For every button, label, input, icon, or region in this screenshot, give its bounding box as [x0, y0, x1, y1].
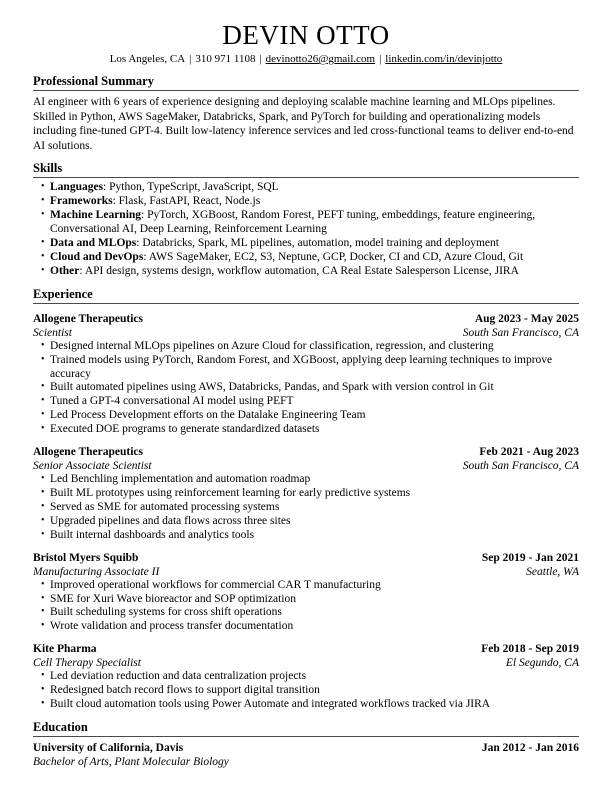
job-bullet: • Tuned a GPT-4 conversational AI model using PEFT — [33, 395, 579, 409]
job-title: Manufacturing Associate II — [33, 565, 160, 578]
skill-text: : PyTorch, XGBoost, Random Forest, PEFT tuning, embeddings, feature engineering, Conversational AI, Deep Learning, Reinforcement Learning — [50, 209, 536, 236]
job-bullet: • Led deviation reduction and data centralization projects — [33, 670, 579, 684]
contact-phone: 310 971 1108 — [195, 53, 256, 65]
job-company: Allogene Therapeutics — [33, 446, 143, 459]
job-bullet: • Trained models using PyTorch, Random Forest, and XGBoost, applying deep learning techniques to improve accuracy — [33, 354, 579, 382]
job-header-row — [33, 445, 579, 459]
contact-separator: | — [379, 53, 382, 65]
skill-text: : Databricks, Spark, ML pipelines, automation, model training and deployment — [136, 237, 499, 249]
job-bullet: • Built internal dashboards and analytics tools — [33, 529, 579, 543]
job-bullet: • Built ML prototypes using reinforcement learning for early predictive systems — [33, 487, 579, 501]
section-experience — [33, 287, 579, 712]
job-entry — [33, 642, 579, 712]
job-company: Kite Pharma — [33, 643, 97, 656]
job-bullet: • Led Process Development efforts on the Datalake Engineering Team — [33, 409, 579, 423]
skill-item — [33, 195, 579, 209]
job-bullet: • Executed DOE programs to generate standardized datasets — [33, 423, 579, 437]
job-title: Scientist — [33, 326, 72, 339]
job-location: South San Francisco, CA — [462, 460, 579, 473]
job-bullet: • SME for Xuri Wave bioreactor and SOP optimization — [33, 593, 579, 607]
section-professional-summary — [33, 74, 579, 153]
skill-label: Languages — [50, 181, 104, 194]
skill-label: Frameworks — [50, 195, 113, 208]
job-bullet: • Built automated pipelines using AWS, Databricks, Pandas, and Spark with version control in Git — [33, 381, 579, 395]
job-bullet: • Built scheduling systems for cross shift operations — [33, 606, 579, 620]
job-entry — [33, 551, 579, 635]
job-bullet: • Led Benchling implementation and automation roadmap — [33, 473, 579, 487]
job-dates: Feb 2018 - Sep 2019 — [481, 643, 579, 656]
job-location: El Segundo, CA — [505, 657, 579, 670]
degree: Bachelor of Arts, Plant Molecular Biology — [33, 755, 229, 768]
education-header-row — [33, 741, 579, 755]
linkedin-link[interactable]: linkedin.com/in/devinjotto — [385, 53, 503, 65]
section-heading-skills: Skills — [33, 161, 579, 178]
job-location: South San Francisco, CA — [462, 326, 579, 339]
skill-text: : Python, TypeScript, JavaScript, SQL — [103, 181, 279, 194]
job-entry — [33, 445, 579, 543]
job-entry — [33, 312, 579, 437]
job-subheader-row — [33, 459, 579, 473]
skill-label: Cloud and DevOps — [50, 250, 144, 263]
job-company: Allogene Therapeutics — [33, 312, 143, 325]
skill-item — [33, 237, 579, 251]
job-location: Seattle, WA — [526, 565, 579, 578]
job-dates: Feb 2021 - Aug 2023 — [479, 446, 579, 459]
job-bullet: • Wrote validation and process transfer documentation — [33, 620, 579, 634]
skill-item — [33, 181, 579, 195]
job-header-row — [33, 642, 579, 656]
job-bullet: • Redesigned batch record flows to support digital transition — [33, 684, 579, 698]
skills-list — [33, 181, 579, 278]
skill-item — [33, 265, 579, 279]
section-heading-professional-summary: Professional Summary — [33, 74, 579, 91]
education-degree-row — [33, 755, 579, 769]
job-title: Senior Associate Scientist — [33, 460, 152, 473]
job-dates: Aug 2023 - May 2025 — [474, 312, 579, 325]
email-link[interactable]: devinotto26@gmail.com — [265, 53, 376, 65]
job-bullet: • Served as SME for automated processing systems — [33, 501, 579, 515]
person-name: DEVIN OTTO — [222, 20, 390, 50]
job-bullet-list — [33, 473, 579, 543]
education-dates: Jan 2012 - Jan 2016 — [481, 741, 579, 754]
skill-label: Data and MLOps — [50, 237, 137, 249]
skill-item — [33, 209, 579, 237]
contact-separator: | — [189, 53, 192, 65]
job-company: Bristol Myers Squibb — [33, 551, 139, 564]
section-heading-education: Education — [33, 720, 579, 737]
section-heading-experience: Experience — [33, 287, 579, 304]
job-title: Cell Therapy Specialist — [33, 657, 141, 670]
contact-separator: | — [259, 53, 262, 65]
skill-label: Other — [50, 264, 80, 277]
summary-paragraph: AI engineer with 6 years of experience designing and deploying scalable machine learning and MLOps pipelines. Skilled in Python, AWS SageMaker, Databricks, Spark, and PyTorch for building and operationalizing models including fine-tuned GPT-4. Built low-latency inference services and led cross-functional teams to deliver end-to-end AI solutions. — [33, 96, 574, 152]
job-dates: Sep 2019 - Jan 2021 — [481, 551, 579, 564]
job-bullet-list — [33, 579, 579, 635]
job-bullet-list — [33, 340, 579, 437]
job-header-row — [33, 551, 579, 565]
job-bullet: • Built cloud automation tools using Power Automate and integrated workflows tracked via JIRA — [33, 698, 579, 712]
school-name: University of California, Davis — [33, 741, 184, 754]
job-bullet: • Improved operational workflows for commercial CAR T manufacturing — [33, 579, 579, 593]
skill-item — [33, 251, 579, 265]
section-education — [33, 720, 579, 769]
skill-text: : Flask, FastAPI, React, Node.js — [112, 195, 261, 208]
skill-text: : API design, systems design, workflow automation, CA Real Estate Salesperson License, JIRA — [79, 264, 519, 277]
contact-line — [33, 52, 579, 66]
job-bullet: • Upgraded pipelines and data flows across three sites — [33, 515, 579, 529]
job-bullet: • Designed internal MLOps pipelines on Azure Cloud for classification, regression, and clustering — [33, 340, 579, 354]
job-header-row — [33, 312, 579, 326]
job-subheader-row — [33, 326, 579, 340]
skill-label: Machine Learning — [50, 209, 142, 222]
job-subheader-row — [33, 565, 579, 579]
contact-location: Los Angeles, CA — [109, 53, 186, 65]
skill-text: : AWS SageMaker, EC2, S3, Neptune, GCP, Docker, CI and CD, Azure Cloud, Git — [143, 250, 524, 263]
job-subheader-row — [33, 656, 579, 670]
job-bullet-list — [33, 670, 579, 712]
section-skills — [33, 161, 579, 278]
education-entry — [33, 741, 579, 769]
